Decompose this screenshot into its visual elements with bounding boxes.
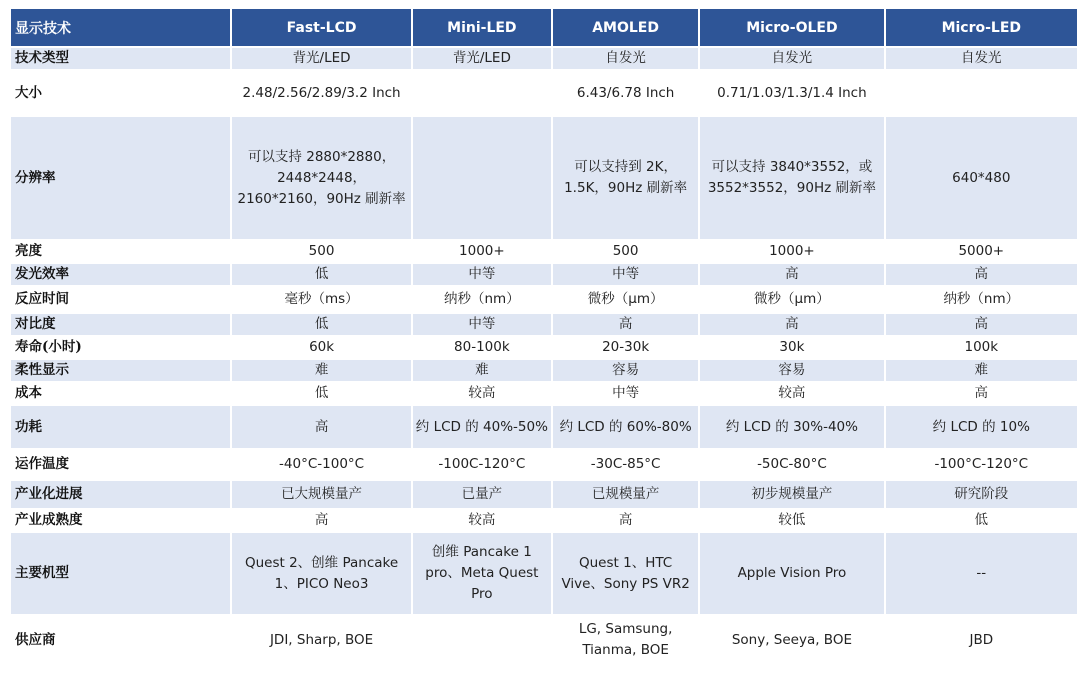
header-row [11,9,1077,46]
table-cell: 20-30k [553,337,698,358]
table-cell: 低 [232,314,410,335]
table-row [11,510,1077,531]
table-cell: Apple Vision Pro [700,533,883,614]
table-cell: 可以支持 2880*2880，2448*2448，2160*2160，90Hz 刷新率 [232,117,410,239]
table-cell: 640*480 [886,117,1077,239]
table-cell: 高 [886,314,1077,335]
table-cell: 微秒（μm） [700,287,883,312]
display-tech-comparison-table [9,7,1079,666]
row-label: 发光效率 [11,264,230,285]
table-cell: 已量产 [413,481,551,508]
table-cell: 约 LCD 的 30%-40% [700,406,883,448]
table-cell: 中等 [553,383,698,404]
table-cell: 高 [553,314,698,335]
row-label: 产业成熟度 [11,510,230,531]
table-cell: 难 [413,360,551,381]
row-label: 亮度 [11,241,230,262]
table-cell: 较高 [413,510,551,531]
table-row [11,406,1077,448]
table-cell: 自发光 [553,48,698,69]
table-row [11,264,1077,285]
row-label: 功耗 [11,406,230,448]
table-cell: 低 [232,264,410,285]
table-cell: 低 [232,383,410,404]
table-cell: 5000+ [886,241,1077,262]
table-cell: 500 [553,241,698,262]
header-cell: AMOLED [553,9,698,46]
table-cell: -30C-85°C [553,450,698,479]
table-cell: 1000+ [413,241,551,262]
table-cell: 背光/LED [232,48,410,69]
table-cell: -100C-120°C [413,450,551,479]
table-cell [413,117,551,239]
table-cell [413,616,551,664]
row-label: 成本 [11,383,230,404]
table-cell: 2.48/2.56/2.89/3.2 Inch [232,71,410,115]
table-cell: 6.43/6.78 Inch [553,71,698,115]
table-row [11,450,1077,479]
table-cell: -100°C-120°C [886,450,1077,479]
table-cell [886,71,1077,115]
table-row [11,616,1077,664]
row-label: 反应时间 [11,287,230,312]
row-label: 主要机型 [11,533,230,614]
table-cell: 微秒（μm） [553,287,698,312]
table-cell: -40°C-100°C [232,450,410,479]
table-cell: 背光/LED [413,48,551,69]
header-cell: Micro-OLED [700,9,883,46]
table-cell: Quest 2、创维 Pancake 1、PICO Neo3 [232,533,410,614]
row-label: 供应商 [11,616,230,664]
table-cell: LG, Samsung, Tianma, BOE [553,616,698,664]
table-cell: 容易 [700,360,883,381]
table-row [11,533,1077,614]
table-cell: 高 [886,383,1077,404]
table-cell: 初步规模量产 [700,481,883,508]
table-row [11,383,1077,404]
table-cell [413,71,551,115]
table-cell: 500 [232,241,410,262]
table-cell: 中等 [413,264,551,285]
table-cell: 难 [232,360,410,381]
header-cell: 显示技术 [11,9,230,46]
row-label: 对比度 [11,314,230,335]
table-cell: Quest 1、HTC Vive、Sony PS VR2 [553,533,698,614]
table-cell: 纳秒（nm） [413,287,551,312]
table-cell: 纳秒（nm） [886,287,1077,312]
row-label: 运作温度 [11,450,230,479]
table-cell: 高 [886,264,1077,285]
table-cell: 高 [232,406,410,448]
table-cell: 低 [886,510,1077,531]
row-label: 大小 [11,71,230,115]
table-cell: 难 [886,360,1077,381]
table-cell: 已大规模量产 [232,481,410,508]
table-cell: 约 LCD 的 40%-50% [413,406,551,448]
table-cell: 较高 [700,383,883,404]
table-cell: 约 LCD 的 60%-80% [553,406,698,448]
row-label: 技术类型 [11,48,230,69]
table-row [11,360,1077,381]
table-cell: 可以支持 3840*3552，或 3552*3552，90Hz 刷新率 [700,117,883,239]
table-cell: 60k [232,337,410,358]
table-row [11,314,1077,335]
table-cell: 较高 [413,383,551,404]
table-row [11,48,1077,69]
table-cell: 已规模量产 [553,481,698,508]
table-cell: 高 [700,314,883,335]
table-row [11,241,1077,262]
table-cell: 高 [553,510,698,531]
table-row [11,287,1077,312]
table-cell: 较低 [700,510,883,531]
table-cell: 自发光 [700,48,883,69]
table-cell: 中等 [553,264,698,285]
header-cell: Micro-LED [886,9,1077,46]
table-row [11,71,1077,115]
header-cell: Mini-LED [413,9,551,46]
table-cell: 可以支持到 2K，1.5K，90Hz 刷新率 [553,117,698,239]
table-cell: Sony, Seeya, BOE [700,616,883,664]
row-label: 寿命(小时) [11,337,230,358]
table-cell: 1000+ [700,241,883,262]
table-row [11,117,1077,239]
table-row [11,481,1077,508]
row-label: 产业化进展 [11,481,230,508]
table-cell: -- [886,533,1077,614]
table-cell: 100k [886,337,1077,358]
table-cell: 30k [700,337,883,358]
row-label: 柔性显示 [11,360,230,381]
table-cell: 约 LCD 的 10% [886,406,1077,448]
table-cell: 自发光 [886,48,1077,69]
table-cell: 中等 [413,314,551,335]
table-row [11,337,1077,358]
table-cell: -50C-80°C [700,450,883,479]
table-cell: 创维 Pancake 1 pro、Meta Quest Pro [413,533,551,614]
table-cell: 高 [232,510,410,531]
row-label: 分辨率 [11,117,230,239]
header-cell: Fast-LCD [232,9,410,46]
table-cell: 0.71/1.03/1.3/1.4 Inch [700,71,883,115]
table-cell: 高 [700,264,883,285]
table-cell: 80-100k [413,337,551,358]
table-cell: 容易 [553,360,698,381]
table-cell: JDI, Sharp, BOE [232,616,410,664]
table-cell: JBD [886,616,1077,664]
table-cell: 研究阶段 [886,481,1077,508]
table-cell: 毫秒（ms） [232,287,410,312]
